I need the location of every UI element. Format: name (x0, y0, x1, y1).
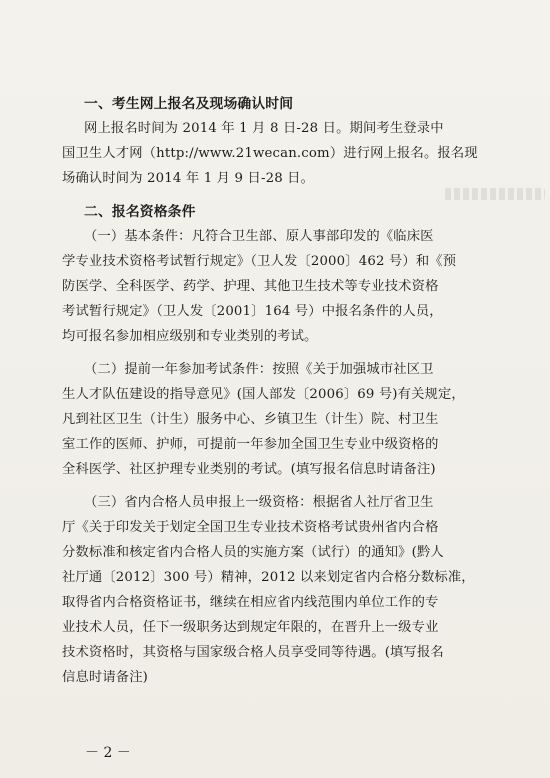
paragraph-line: 技术资格时，其资格与国家级合格人员享受同等待遇。(填写报名 (62, 645, 444, 660)
paragraph-line: 室工作的医师、护师，可提前一年参加全国卫生专业中级资格的 (62, 437, 439, 452)
paragraph-line: 学专业技术资格考试暂行规定》（卫人发〔2000〕462 号）和《预 (62, 254, 457, 269)
bleed-through-text (445, 188, 545, 200)
paragraph-line: 防医学、全科医学、药学、护理、其他卫生技术等专业技术资格 (62, 279, 439, 294)
paragraph-line: （三）省内合格人员申报上一级资格：根据省人社厅省卫生 (84, 495, 434, 510)
paragraph-line: （二）提前一年参加考试条件：按照《关于加强城市社区卫 (84, 362, 434, 377)
paragraph-line: 网上报名时间为 2014 年 1 月 8 日-28 日。期间考生登录中 (84, 121, 444, 136)
paragraph-line: 业技术人员，任下一级职务达到规定年限的，在晋升上一级专业 (62, 620, 439, 635)
section-heading-2: 二、报名资格条件 (84, 204, 196, 220)
paragraph-line: 取得省内合格资格证书，继续在相应省内线范围内单位工作的专 (62, 595, 439, 610)
paragraph-line: 国卫生人才网（http://www.21wecan.com）进行网上报名。报名现 (62, 146, 478, 161)
paragraph-line: 厅《关于印发关于划定全国卫生专业技术资格考试贵州省内合格 (62, 520, 439, 535)
paragraph-line: 生人才队伍建设的指导意见》(国人部发〔2006〕69 号)有关规定， (62, 387, 465, 402)
paragraph-line: 信息时请备注) (62, 670, 149, 685)
paragraph-line: 社厅通〔2012〕300 号）精神，2012 以来划定省内合格分数标准， (62, 570, 475, 585)
paragraph-line: 全科医学、社区护理专业类别的考试。(填写报名信息时请备注) (62, 462, 436, 477)
section-heading-1: 一、考生网上报名及现场确认时间 (84, 96, 294, 112)
paragraph-line: （一）基本条件：凡符合卫生部、原人事部印发的《临床医 (84, 229, 434, 244)
page-number: － 2 － (85, 745, 131, 761)
paragraph-line: 考试暂行规定》（卫人发〔2001〕164 号）中报名条件的人员， (62, 304, 443, 319)
paragraph-line: 场确认时间为 2014 年 1 月 9 日-28 日。 (62, 171, 315, 186)
paragraph-line: 凡到社区卫生（计生）服务中心、乡镇卫生（计生）院、村卫生 (62, 412, 439, 427)
paragraph-line: 分数标准和核定省内合格人员的实施方案（试行）的通知》(黔人 (62, 545, 444, 560)
paragraph-line: 均可报名参加相应级别和专业类别的考试。 (62, 329, 318, 344)
